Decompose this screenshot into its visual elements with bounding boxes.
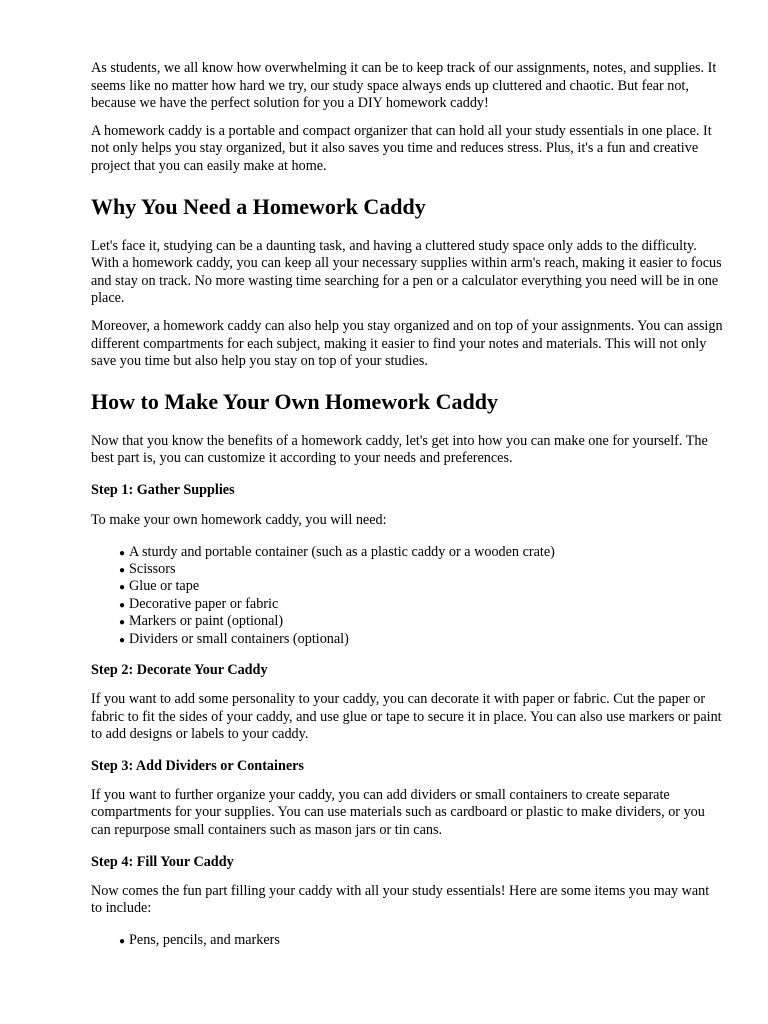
why-heading: Why You Need a Homework Caddy xyxy=(91,193,426,219)
intro-paragraph-2: A homework caddy is a portable and compact organizer that can hold all your study essentials in one place. It not only helps you stay organized, but it also saves you time and reduces stress. Plus, it's a fun and creative project that you can easily make at home. xyxy=(91,122,712,174)
list-item: ● Decorative paper or fabric xyxy=(91,596,723,613)
list-item: ● A sturdy and portable container (such as a plastic caddy or a wooden crate) xyxy=(91,544,723,561)
list-item: ● Dividers or small containers (optional) xyxy=(91,631,723,648)
list-item: ● Scissors xyxy=(91,561,723,578)
list-item: ● Markers or paint (optional) xyxy=(91,613,723,630)
step1-intro: To make your own homework caddy, you will need: xyxy=(91,511,387,528)
bullet-icon: ● xyxy=(119,599,126,611)
list-item: ● Pens, pencils, and markers xyxy=(91,932,723,949)
essentials-list xyxy=(91,932,723,949)
list-item: ● Glue or tape xyxy=(91,578,723,595)
why-paragraph-1: Let's face it, studying can be a daunting task, and having a cluttered study space only adds to the difficulty. With a homework caddy, you can keep all your necessary supplies within arm's reach, making it easier to focus and stay on track. No more wasting time searching for a pen or a calculator everything you need will be in one place. xyxy=(91,237,722,307)
step2-text: If you want to add some personality to your caddy, you can decorate it with paper or fabric. Cut the paper or fabric to fit the sides of your caddy, and use glue or tape to secure it in place. You can also use markers or paint to add designs or labels to your caddy. xyxy=(91,690,722,743)
bullet-icon: ● xyxy=(119,582,126,594)
step3-text: If you want to further organize your caddy, you can add dividers or small containers to create separate compartments for your supplies. You can use materials such as cardboard or plastic to make dividers, or you can repurpose small containers such as mason jars or tin cans. xyxy=(91,786,705,838)
step4-text: Now comes the fun part filling your caddy with all your study essentials! Here are some items you may want to include: xyxy=(91,882,710,917)
step1-heading: Step 1: Gather Supplies xyxy=(91,481,235,498)
why-paragraph-2: Moreover, a homework caddy can also help you stay organized and on top of your assignments. You can assign different compartments for each subject, making it easier to find your notes and materials. This will not only save you time but also help you stay on top of your studies. xyxy=(91,317,723,370)
supplies-list xyxy=(91,544,723,648)
bullet-icon: ● xyxy=(119,547,126,559)
bullet-icon: ● xyxy=(119,634,126,646)
bullet-icon: ● xyxy=(119,935,126,947)
step4-heading: Step 4: Fill Your Caddy xyxy=(91,853,234,870)
how-paragraph: Now that you know the benefits of a homework caddy, let's get into how you can make one for yourself. The best part is, you can customize it according to your needs and preferences. xyxy=(91,432,708,467)
bullet-icon: ● xyxy=(119,617,126,629)
intro-paragraph-1: As students, we all know how overwhelming it can be to keep track of our assignments, notes, and supplies. It seems like no matter how hard we try, our study space always ends up cluttered and chaotic. But fear not, because we have the perfect solution for you a DIY homework caddy! xyxy=(91,60,717,112)
bullet-icon: ● xyxy=(119,564,126,576)
document-page xyxy=(91,60,723,949)
how-heading: How to Make Your Own Homework Caddy xyxy=(91,388,499,414)
step2-heading: Step 2: Decorate Your Caddy xyxy=(91,661,268,678)
step3-heading: Step 3: Add Dividers or Containers xyxy=(91,757,304,774)
